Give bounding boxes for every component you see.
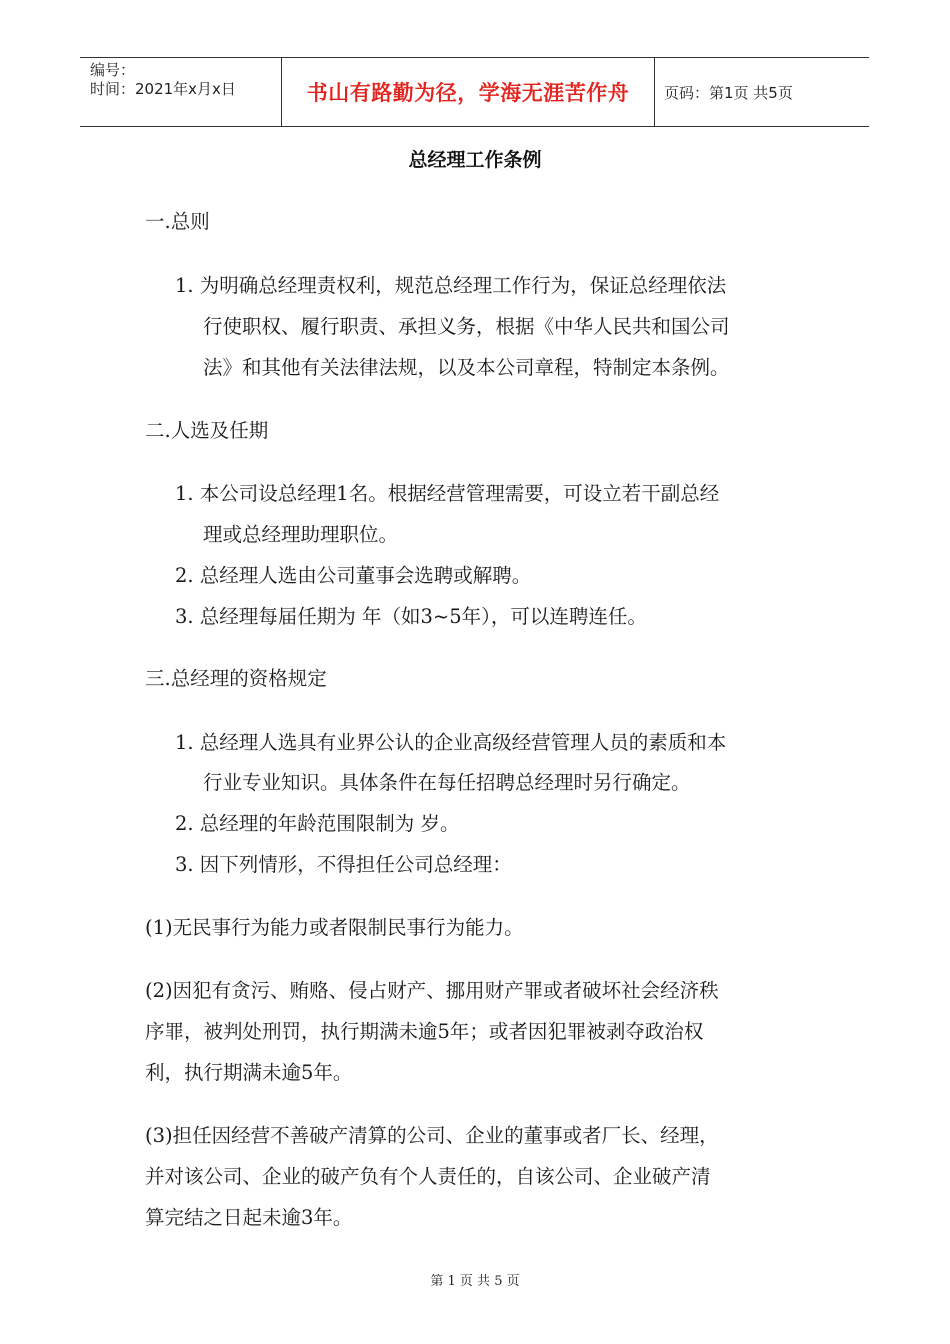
condition-line: 序罪，被判处刑罚，执行期满未逾5年；或者因犯罪被剥夺政治权	[145, 1020, 704, 1043]
paragraph-line: 2. 总经理人选由公司董事会选聘或解聘。	[175, 564, 532, 587]
paragraph-line: 行业专业知识。具体条件在每任招聘总经理时另行确定。	[203, 771, 691, 794]
paragraph-line: 行使职权、履行职责、承担义务，根据《中华人民共和国公司	[203, 315, 730, 338]
document-title: 总经理工作条例	[408, 149, 542, 171]
section-heading-qualifications: 三.总经理的资格规定	[145, 667, 327, 690]
condition-line: (2)因犯有贪污、贿赂、侵占财产、挪用财产罪或者破坏社会经济秩	[145, 979, 719, 1002]
paragraph-line: 1. 为明确总经理责权利，规范总经理工作行为，保证总经理依法	[175, 274, 727, 297]
paragraph-line: 3. 因下列情形，不得担任公司总经理：	[175, 853, 512, 876]
document-time: 时间：2021年x月x日	[90, 80, 236, 98]
paragraph-line: 理或总经理助理职位。	[203, 523, 399, 546]
page-footer: 第 1 页 共 5 页	[430, 1274, 520, 1289]
paragraph-line: 2. 总经理的年龄范围限制为 岁。	[175, 812, 460, 835]
paragraph-line: 3. 总经理每届任期为 年（如3~5年），可以连聘连任。	[175, 605, 647, 628]
condition-line: (1)无民事行为能力或者限制民事行为能力。	[145, 916, 524, 939]
header-meta	[80, 58, 281, 126]
condition-line: (3)担任因经营不善破产清算的公司、企业的董事或者厂长、经理，	[145, 1124, 719, 1147]
condition-line: 利，执行期满未逾5年。	[145, 1061, 353, 1084]
paragraph-line: 1. 总经理人选具有业界公认的企业高级经营管理人员的素质和本	[175, 731, 727, 754]
header-motto: 书山有路勤为径，学海无涯苦作舟	[281, 58, 655, 126]
document-number-label: 编号：	[90, 61, 136, 79]
section-heading-appointment: 二.人选及任期	[145, 419, 269, 442]
condition-line: 算完结之日起未逾3年。	[145, 1206, 353, 1229]
header-page-info: 页码：第1页 共5页	[664, 83, 793, 102]
paragraph-line: 法》和其他有关法律法规，以及本公司章程，特制定本条例。	[203, 356, 730, 379]
condition-line: 并对该公司、企业的破产负有个人责任的，自该公司、企业破产清	[145, 1165, 711, 1188]
document-header	[80, 57, 869, 127]
section-heading-general: 一.总则	[145, 210, 210, 233]
paragraph-line: 1. 本公司设总经理1名。根据经营管理需要，可设立若干副总经	[175, 482, 720, 505]
